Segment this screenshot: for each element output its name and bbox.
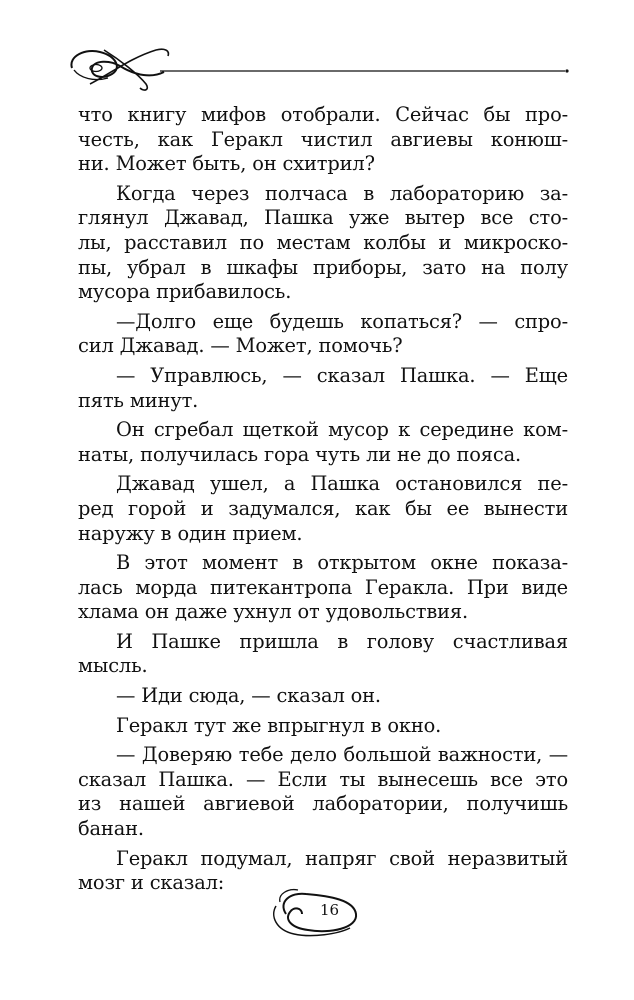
- text-line: лы, расставил по местам колбы и микроско-: [78, 230, 568, 254]
- text-line: Геракл подумал, напряг свой неразвитый: [116, 846, 568, 870]
- page-number: 16: [320, 901, 340, 919]
- paragraph: [78, 310, 568, 359]
- paragraph: [78, 182, 568, 305]
- paragraph: [78, 743, 568, 841]
- text-line: — Иди сюда, — сказал он.: [116, 684, 381, 708]
- text-line: Джавад ушел, а Пашка остановился пе-: [116, 472, 568, 496]
- paragraph: [78, 472, 568, 546]
- text-line: сил Джавад. — Может, помочь?: [78, 334, 403, 358]
- text-line: — Доверяю тебе дело большой важности, —: [116, 743, 568, 767]
- text-line: пы, убрал в шкафы приборы, зато на полу: [78, 255, 568, 279]
- paragraph: [78, 364, 568, 413]
- text-line: И Пашке пришла в голову счастливая: [116, 629, 568, 653]
- text-line: что книгу мифов отобрали. Сейчас бы про-: [78, 103, 568, 126]
- text-line: Когда через полчаса в лабораторию за-: [116, 181, 568, 205]
- text-line: лась морда питекантропа Геракла. При виде: [78, 575, 568, 599]
- text-line: Он сгребал щеткой мусор к середине ком-: [116, 418, 568, 442]
- text-line: — Управлюсь, — сказал Пашка. — Еще: [116, 363, 568, 387]
- text-line: сказал Пашка. — Если ты вынесешь все это: [78, 767, 568, 791]
- paragraph: [78, 551, 568, 625]
- text-line: мозг и сказал:: [78, 871, 225, 895]
- paragraph: [78, 418, 568, 467]
- paragraph: [78, 630, 568, 679]
- paragraph: [78, 714, 568, 739]
- text-line: глянул Джавад, Пашка уже вытер все сто-: [78, 206, 568, 230]
- text-line: мусора прибавилось.: [78, 280, 292, 304]
- header-flourish-icon: [60, 38, 580, 98]
- text-line: ред горой и задумался, как бы ее вынести: [78, 496, 568, 520]
- text-line: банан.: [78, 817, 144, 841]
- text-line: из нашей авгиевой лаборатории, получишь: [78, 792, 568, 816]
- text-line: —Долго еще будешь копаться? — спро-: [116, 309, 568, 333]
- paragraph: [78, 103, 568, 177]
- text-line: наружу в один прием.: [78, 521, 303, 545]
- text-line: наты, получилась гора чуть ли не до пояса.: [78, 442, 522, 466]
- text-line: пять минут.: [78, 388, 199, 412]
- text-line: Геракл тут же впрыгнул в окно.: [116, 713, 442, 737]
- text-line: В этот момент в открытом окне показа-: [116, 551, 568, 575]
- page-body-text: [78, 103, 568, 896]
- text-line: хлама он даже ухнул от удовольствия.: [78, 600, 468, 624]
- text-line: мысль.: [78, 654, 148, 678]
- paragraph: [78, 684, 568, 709]
- page-number-cartouche-icon: [268, 884, 368, 940]
- text-line: ни. Может быть, он схитрил?: [78, 152, 375, 176]
- text-line: честь, как Геракл чистил авгиевы конюш-: [78, 127, 568, 151]
